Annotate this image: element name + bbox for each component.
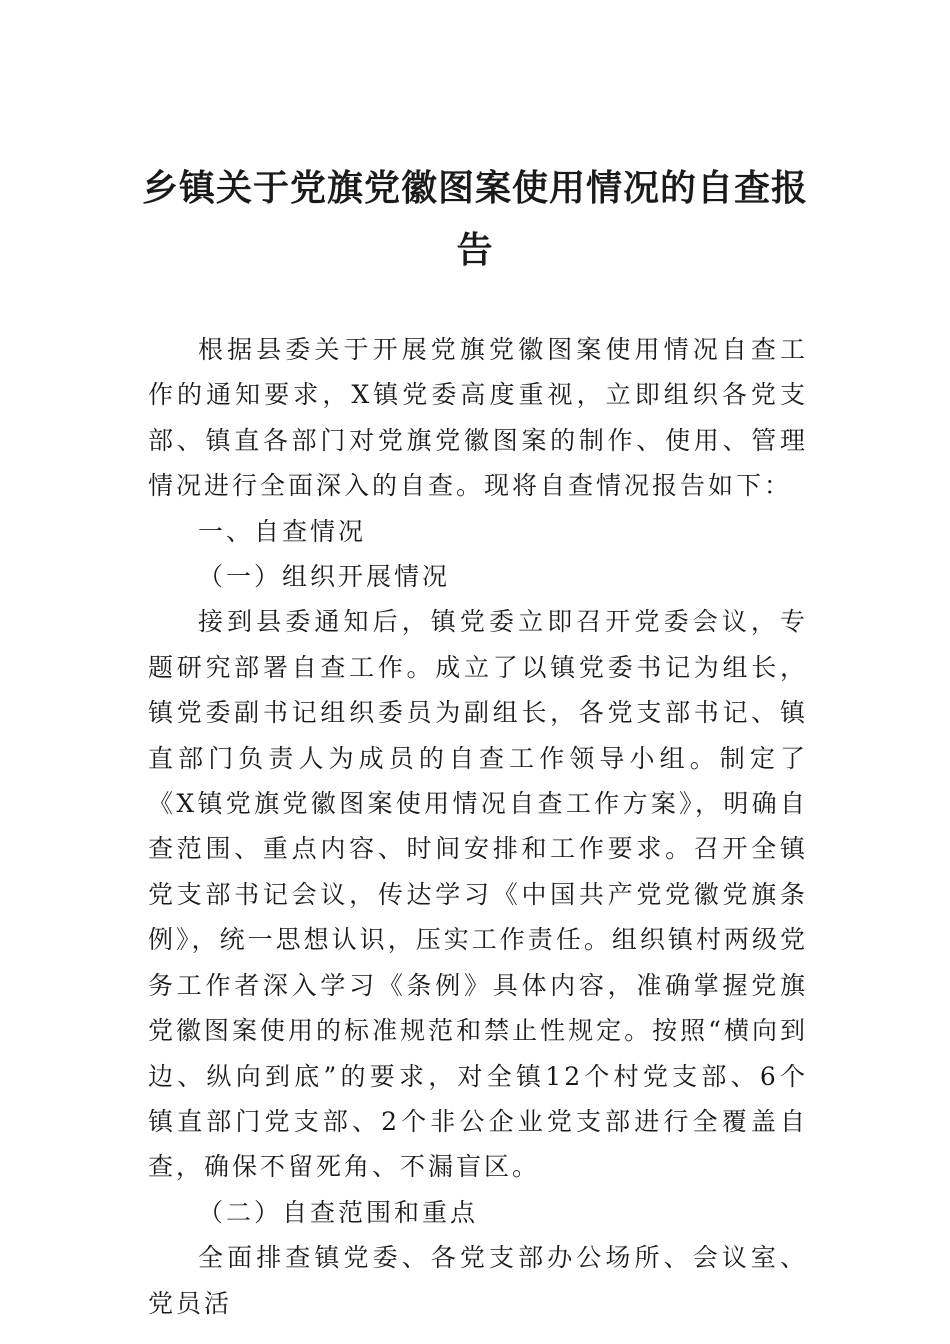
document-body	[148, 327, 808, 1326]
body-paragraph: 接到县委通知后，镇党委立即召开党委会议，专题研究部署自查工作。成立了以镇党委书记为组长，镇党委副书记组织委员为副组长，各党支部书记、镇直部门负责人为成员的自查工作领导小组。制定了《X镇党旗党徽图案使用情况自查工作方案》，明确自查范围、重点内容、时间安排和工作要求。召开全镇党支部书记会议，传达学习《中国共产党党徽党旗条例》，统一思想认识，压实工作责任。组织镇村两级党务工作者深入学习《条例》具体内容，准确掌握党旗党徽图案使用的标准规范和禁止性规定。按照“横向到边、纵向到底”的要求，对全镇12个村党支部、6个镇直部门党支部、2个非公企业党支部进行全覆盖自查，确保不留死角、不漏盲区。	[148, 607, 808, 1182]
section-heading: 一、自查情况	[198, 516, 367, 546]
document-title: 乡镇关于党旗党徽图案使用情况的自查报告	[141, 168, 808, 271]
subsection-heading: （一）组织开展情况	[198, 562, 451, 592]
intro-paragraph: 根据县委关于开展党旗党徽图案使用情况自查工作的通知要求，X镇党委高度重视，立即组织各党支部、镇直各部门对党旗党徽图案的制作、使用、管理情况进行全面深入的自查。现将自查情况报告如下：	[148, 335, 808, 501]
body-paragraph: 全面排查镇党委、各党支部办公场所、会议室、党员活	[148, 1243, 808, 1318]
subsection-heading: （二）自查范围和重点	[198, 1197, 479, 1227]
